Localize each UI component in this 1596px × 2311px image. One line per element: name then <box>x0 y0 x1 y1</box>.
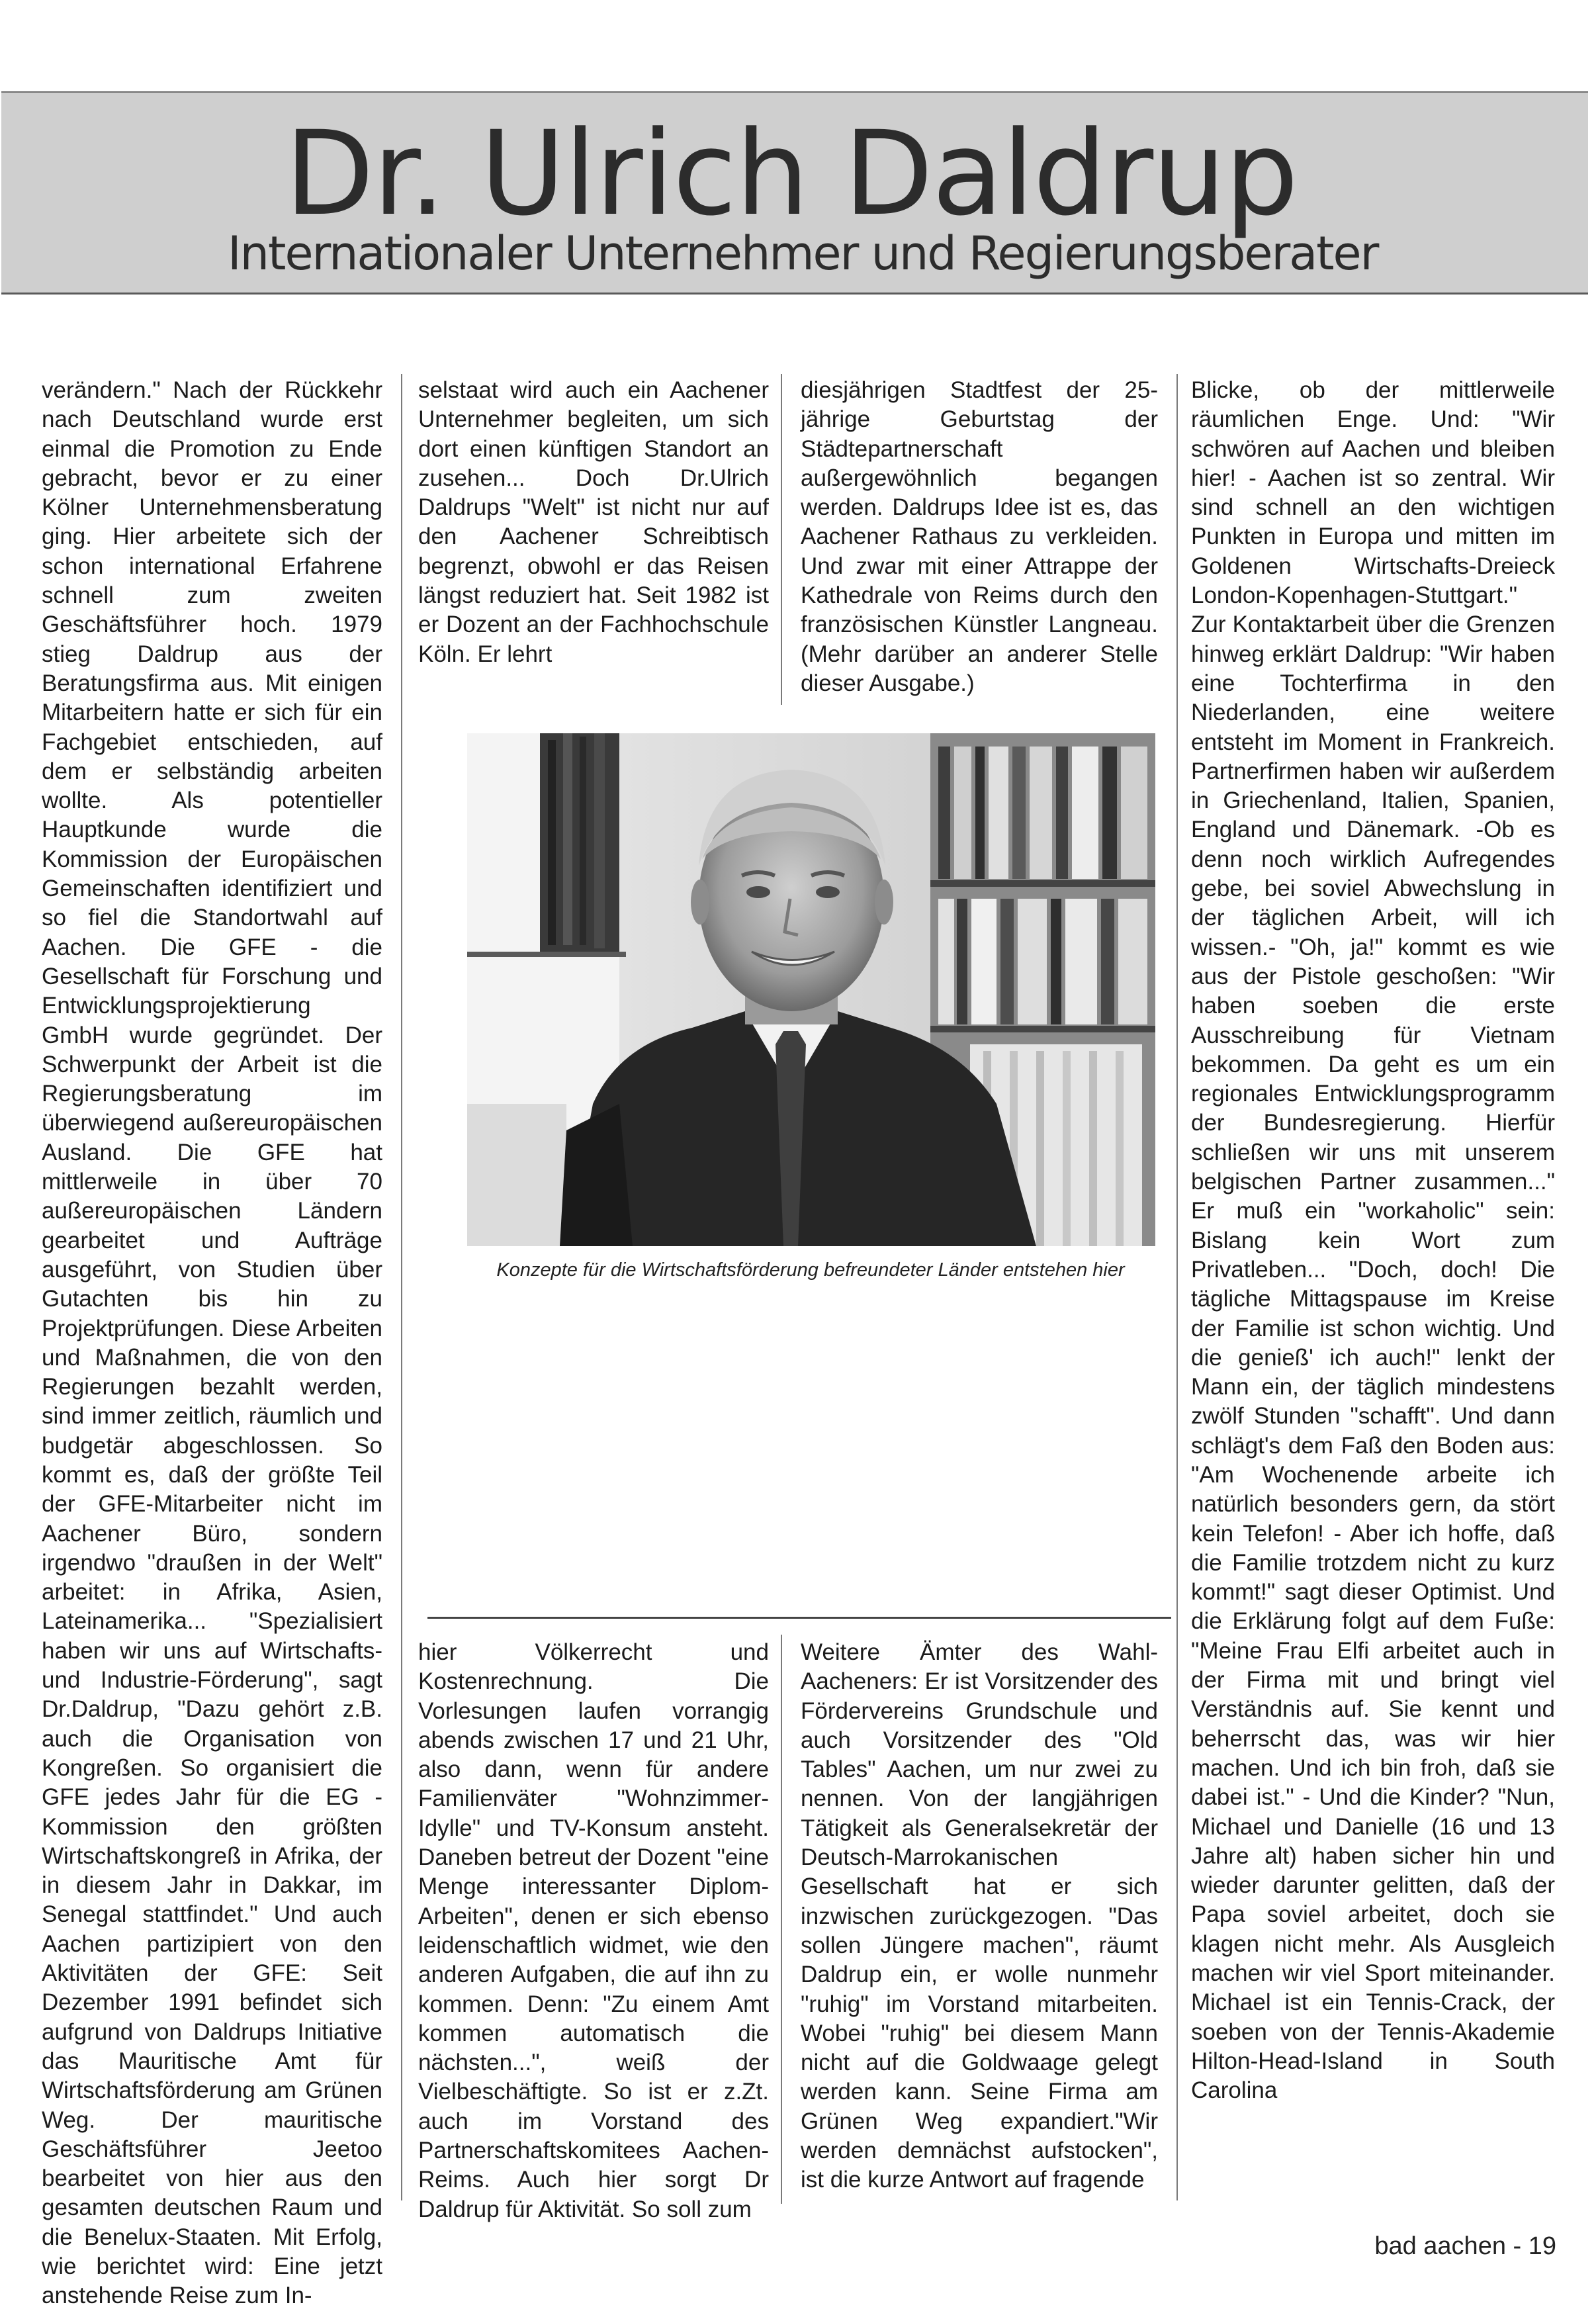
column-divider-3 <box>1176 374 1178 2200</box>
column-divider-2-top <box>781 374 782 705</box>
article-subtitle: Internationaler Unternehmer und Regierungsberater <box>228 226 1378 281</box>
column-2-bottom <box>418 1638 769 2224</box>
column-divider-2-bottom <box>781 1635 782 2204</box>
column-1-text: verändern." Nach der Rückkehr nach Deutschland wurde erst einmal die Promotion zu Ende gebracht, bevor er zu einer Kölner Unternehmensberatung ging. Hier arbeitete sich der schon international Erfahrene schnell zum zweiten Geschäftsführer hoch. 1979 stieg Daldrup aus der Beratungsfirma aus. Mit einigen Mitarbeitern hatte er sich für ein Fachgebiet entschieden, auf dem er selbständig arbeiten wollte. Als potentieller Hauptkunde wurde die Kommission der Europäischen Gemeinschaften identifiziert und so fiel die Standortwahl auf Aachen. Die GFE - die Gesellschaft für Forschung und Entwicklungsprojektierung GmbH wurde gegründet. Der Schwerpunkt der Arbeit ist die Regierungsberatung im überwiegend außereuropäischen Ausland. Die GFE hat mittlerweile in über 70 außereuropäischen Ländern gearbeitet und Aufträge ausgeführt, von Studien über Gutachten bis hin zu Projektprüfungen. Diese Arbeiten und Maßnahmen, die von den Regierungen bezahlt werden, sind immer zeitlich, räumlich und budgetär abgeschlossen. So kommt es, daß der größte Teil der GFE-Mitarbeiter nicht im Aachener Büro, sondern irgendwo "draußen in der Welt" arbeitet: in Afrika, Asien, Lateinamerika... "Spezialisiert haben wir uns auf Wirtschafts- und Industrie-Förderung", sagt Dr.Daldrup, "Dazu gehört z.B. auch die Organisation von Kongreßen. So organisiert die GFE jedes Jahr für die EG - Kommission den größten Wirtschaftskongreß in Afrika, der in diesem Jahr in Dakkar, im Senegal stattfindet." Und auch Aachen partizipiert von den Aktivitäten der GFE: Seit Dezember 1991 befindet sich aufgrund von Daldrups Initiative das Mauritische Amt für Wirtschaftsförderung am Grünen Weg. Der mauritische Geschäftsführer Jeetoo bearbeitet von hier aus den gesamten deutschen Raum und die Benelux-Staaten. Mit Erfolg, wie berichtet wird: Eine jetzt anstehende Reise zum In- <box>42 377 382 2309</box>
portrait-photo <box>467 733 1155 1246</box>
portrait-image <box>467 733 1155 1246</box>
column-1 <box>42 376 382 2311</box>
column-3-top <box>801 376 1158 698</box>
column-2-bottom-text: hier Völkerrecht und Kostenrechnung. Die Vorlesungen laufen vorrangig abends zwischen 17 und 21 Uhr, also dann, wenn für andere Familienväter "Wohnzimmer-Idylle" und TV-Konsum ansteht. Daneben betreut der Dozent "eine Menge interessanter Diplom-Arbeiten", denen er sich ebenso leidenschaftlich widmet, wie den anderen Aufgaben, die auf ihn zu kommen. Denn: "Zu einem Amt kommen automatisch die nächsten...", weiß der Vielbeschäftigte. So ist er z.Zt. auch im Vorstand des Partnerschaftskomitees Aachen-Reims. Auch hier sorgt Dr Daldrup für Aktivität. So soll zum <box>418 1639 770 2222</box>
article-title: Dr. Ulrich Daldrup <box>285 106 1298 242</box>
column-4-text: Blicke, ob der mittlerweile räumlichen Enge. Und: "Wir schwören auf Aachen und bleiben hier! - Aachen ist so zentral. Wir sind schnell an den wichtigen Punkten in Europa und mitten im Goldenen Wirtschafts-Dreieck London-Kopenhagen-Stuttgart." Zur Kontaktarbeit über die Grenzen hinweg erklärt Daldrup: "Wir haben eine Tochterfirma in den Niederlanden, eine weitere entsteht im Moment in Frankreich. Partnerfirmen haben wir außerdem in Griechenland, Italien, Spanien, England und Dänemark. -Ob es denn noch wirklich Aufregendes gebe, bei soviel Abwechslung in der täglichen Arbeit, will ich wissen.- "Oh, ja!" kommt es wie aus der Pistole geschoßen: "Wir haben soeben die erste Ausschreibung für Vietnam bekommen. Da geht es um ein regionales Entwicklungsprogramm der Bundesregierung. Hierfür schließen wir uns mit unserem belgischen Partner zusammen..." Er muß ein "workaholic" sein: Bislang kein Wort zum Privatleben... "Doch, doch! Die tägliche Mittagspause im Kreise der Familie ist schon wichtig. Und die genieß' ich auch!" lenkt der Mann ein, der täglich mindestens zwölf Stunden "schafft". Und dann schlägt's dem Faß den Boden aus: "Am Wochenende arbeite ich natürlich besonders gern, da stört kein Telefon! - Aber ich hoffe, daß die Familie trotzdem nicht zu kurz kommt!" sagt dieser Optimist. Und die Erklärung folgt auf dem Fuße: "Meine Frau Elfi arbeitet auch in der Firma mit und bringt viel Verständnis auf. Sie kennt und beherrscht das, was wir hier machen. Und ich bin froh, daß sie dabei ist." - Und die Kinder? "Nun, Michael und Danielle (16 und 13 Jahre alt) haben sicher hin und wieder darunter gelitten, daß der Papa soviel arbeitet, doch sie klagen nicht mehr. Als Ausgleich machen wir viel Sport miteinander. Michael ist ein Tennis-Crack, der soeben von der Tennis-Akademie Hilton-Head-Island in South Carolina <box>1191 377 1555 2104</box>
column-3-bottom-text: Weitere Ämter des Wahl-Aacheners: Er ist Vorsitzender des Fördervereins Grundschule und auch Vorsitzender des "Old Tables" Aachen, um nur zwei zu nennen. Von der langjährigen Tätigkeit als Generalsekretär der Deutsch-Marrokanischen Gesellschaft hat er sich inzwischen zurückgezogen. "Das sollen Jüngere machen", räumt Daldrup ein, er wolle nunmehr "ruhig" im Vorstand mitarbeiten. Wobei "ruhig" bei diesem Mann nicht auf die Goldwaage gelegt werden kann. Seine Firma am Grünen Weg expandiert."Wir werden demnächst aufstocken", ist die kurze Antwort auf fragende <box>801 1639 1158 2193</box>
article-header <box>1 91 1588 295</box>
column-3-bottom <box>801 1638 1158 2195</box>
section-separator <box>427 1617 1171 1619</box>
column-2-top <box>418 376 769 669</box>
photo-caption: Konzepte für die Wirtschaftsförderung befreundeter Länder entstehen hier <box>496 1259 1125 1281</box>
column-4 <box>1191 376 1555 2106</box>
page-footer: bad aachen - 19 <box>1374 2232 1556 2260</box>
column-3-top-text: diesjährigen Stadtfest der 25-jährige Geburtstag der Städtepartnerschaft außergewöhnlich begangen werden. Daldrups Idee ist es, das Aachener Rathaus zu verkleiden. Und zwar mit einer Attrappe der Kathedrale von Reims durch den französischen Künstler Langneau. (Mehr darüber an anderer Stelle dieser Ausgabe.) <box>801 377 1158 696</box>
column-2-top-text: selstaat wird auch ein Aachener Unternehmer begleiten, um sich dort einen künftigen Standort an zusehen... Doch Dr.Ulrich Daldrups "Welt" ist nicht nur auf den Aachener Schreibtisch begrenzt, obwohl er das Reisen längst reduziert hat. Seit 1982 ist er Dozent an der Fachhochschule Köln. Er lehrt <box>418 377 769 667</box>
column-divider-1 <box>401 374 402 2200</box>
